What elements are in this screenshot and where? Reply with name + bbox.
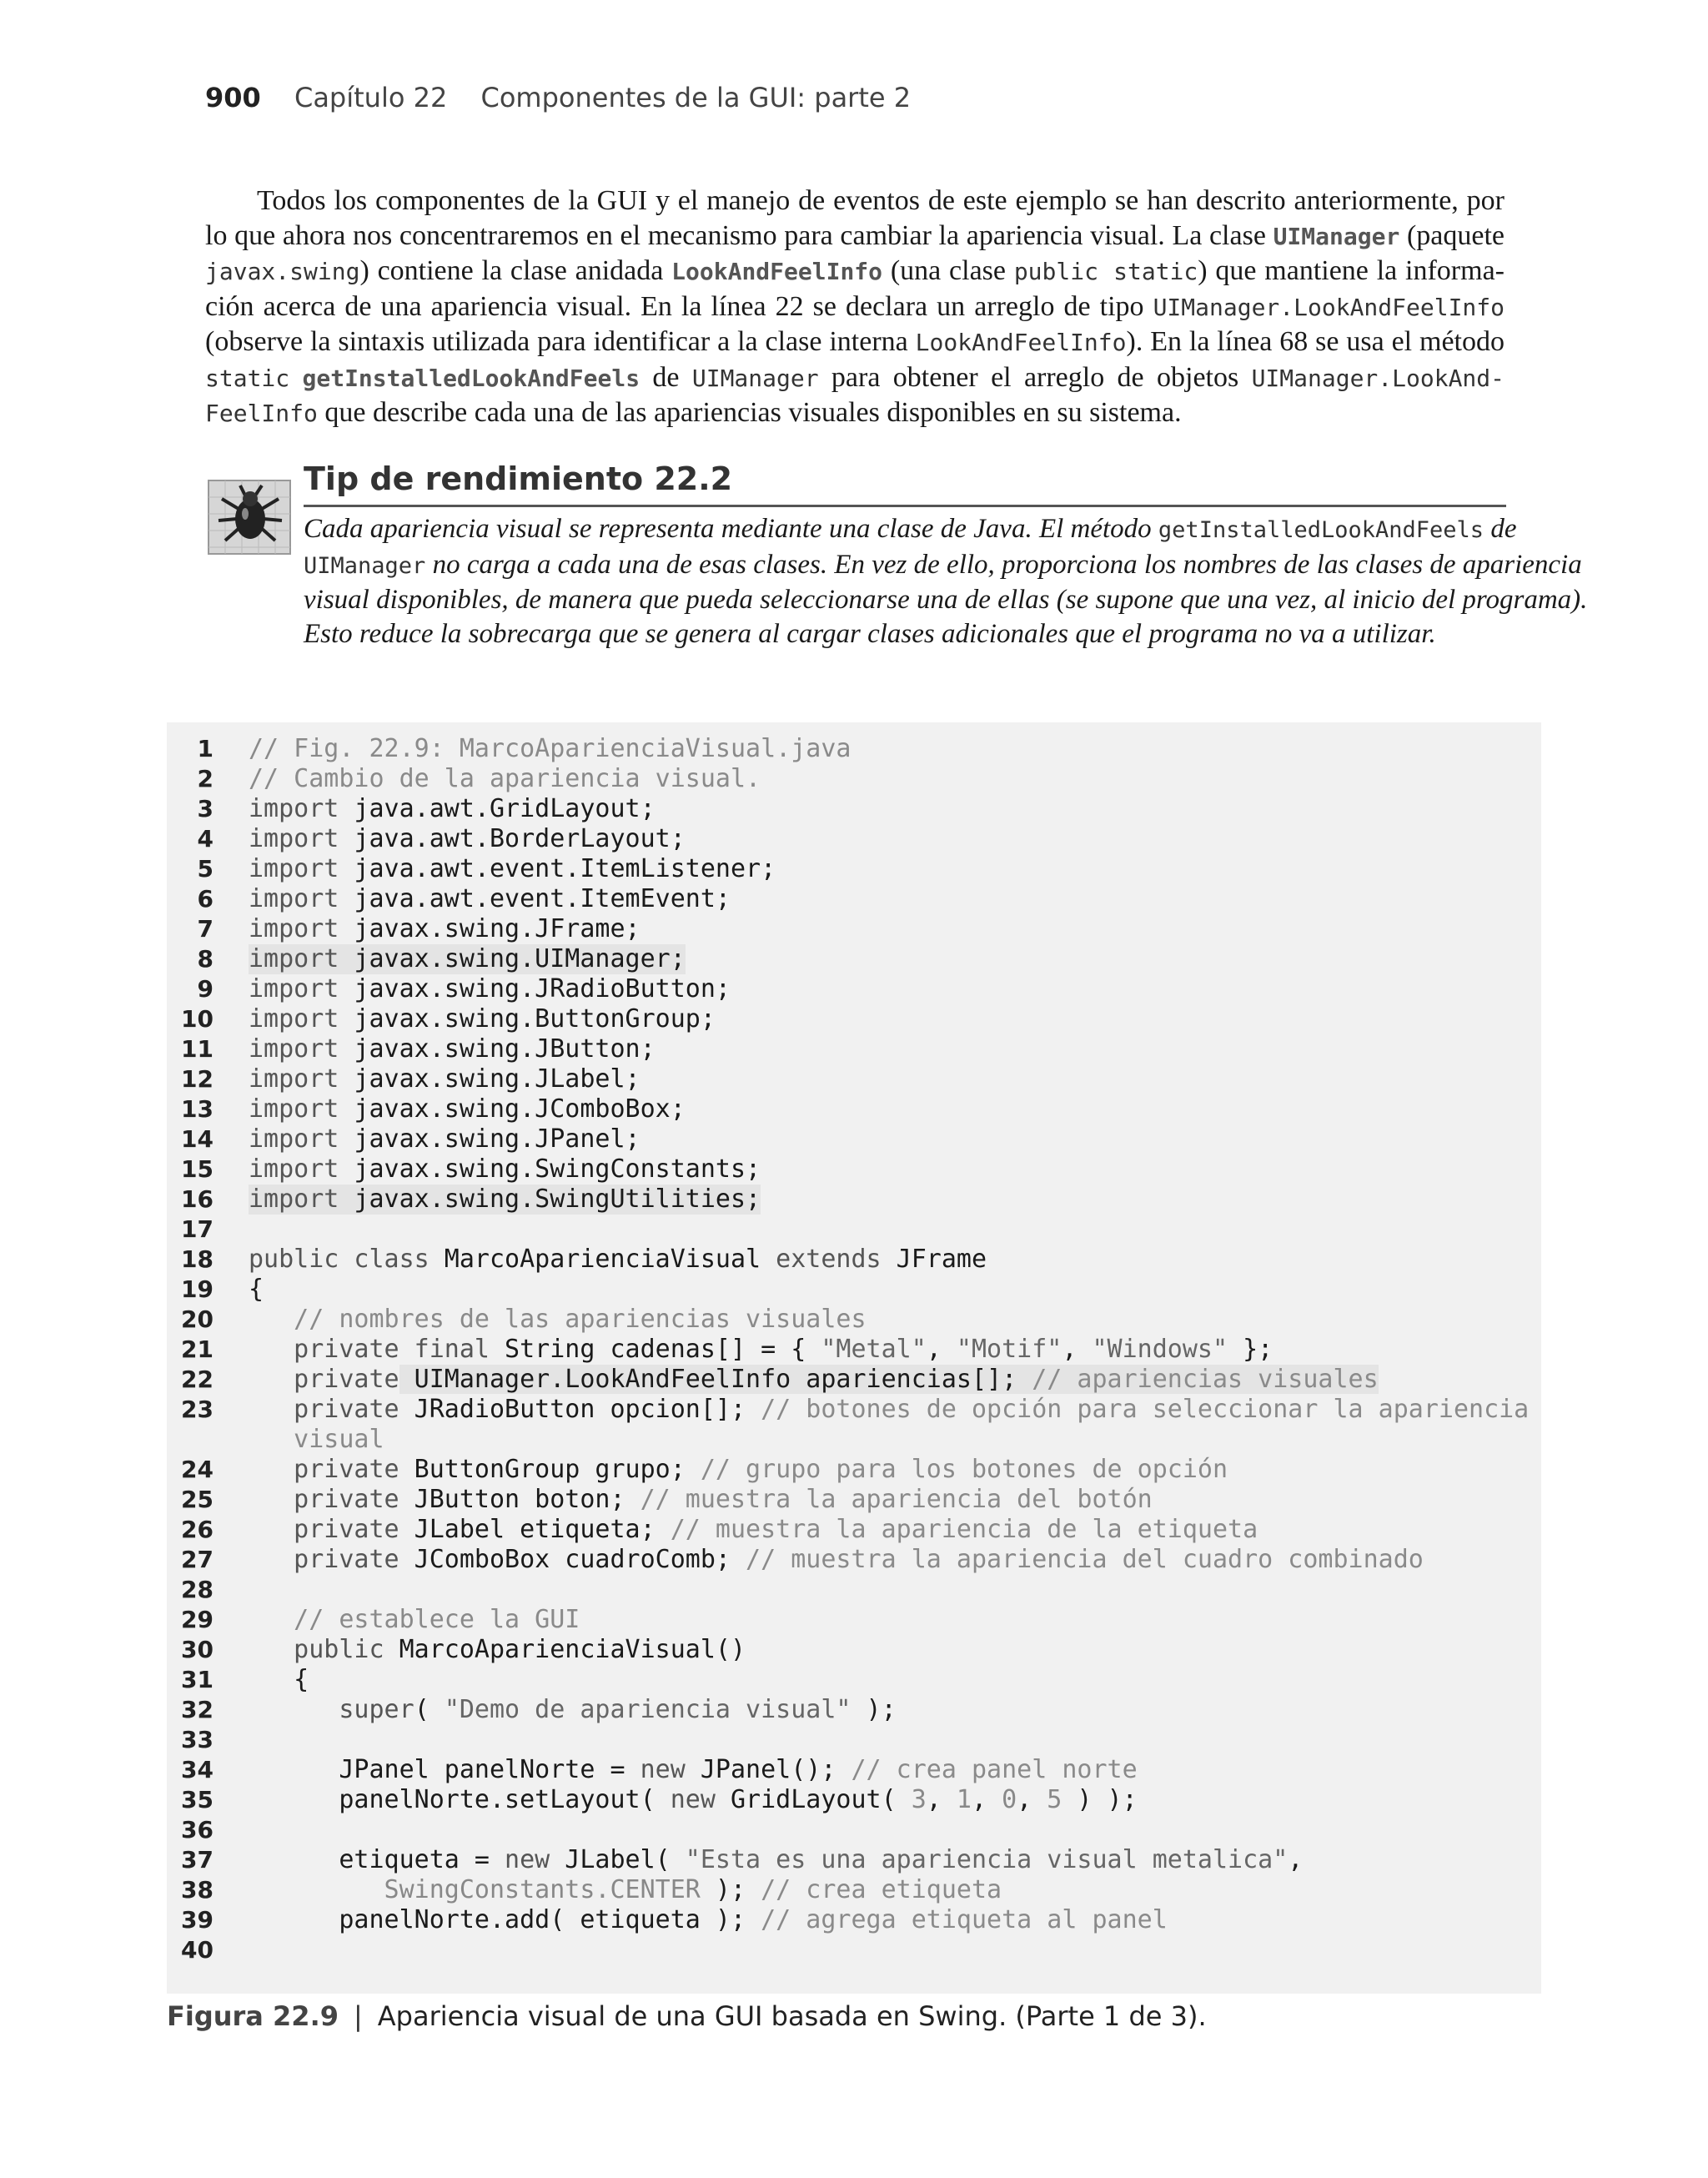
- code-line: 14 import javax.swing.JPanel;: [181, 1124, 640, 1154]
- code-line: 35 panelNorte.setLayout( new GridLayout( 3, 1, 0, 5 ) );: [181, 1785, 1138, 1814]
- performance-bug-icon: [207, 475, 294, 559]
- code-line: 20 // nombres de las apariencias visuales: [181, 1305, 867, 1334]
- code-line: 24 private ButtonGroup grupo; // grupo para los botones de opción: [181, 1455, 1228, 1484]
- code-line: 28: [181, 1576, 214, 1603]
- code-line: 33: [181, 1726, 214, 1753]
- page-number: 900: [205, 82, 261, 113]
- code-line: 29 // establece la GUI: [181, 1605, 580, 1634]
- tip-line: Esto reduce la sobrecarga que se genera al cargar clases adicionales que el programa no va a utilizar.: [304, 618, 1436, 649]
- code-line: 17: [181, 1215, 214, 1243]
- code-line: 5 import java.awt.event.ItemListener;: [197, 854, 776, 883]
- paragraph-line: static getInstalledLookAndFeels de UIManager para obtener el arreglo de objetos UIManager.LookAnd-: [205, 361, 1505, 393]
- code-line: 7 import javax.swing.JFrame;: [197, 914, 640, 943]
- tip-line: visual disponibles, de manera que pueda seleccionarse una de ellas (se supone que una vez, al inicio del programa).: [304, 585, 1588, 615]
- code-line: 2 // Cambio de la apariencia visual.: [197, 764, 761, 793]
- code-line: 36: [181, 1816, 214, 1844]
- paragraph-line: Todos los componentes de la GUI y el manejo de eventos de este ejemplo se han descrito anteriormente, por: [257, 185, 1505, 216]
- chapter-title: Componentes de la GUI: parte 2: [480, 82, 912, 113]
- tip-line: Cada apariencia visual se representa mediante una clase de Java. El método getInstalledLookAndFeels de: [304, 514, 1517, 544]
- code-line: 39 panelNorte.add( etiqueta ); // agrega etiqueta al panel: [181, 1905, 1168, 1934]
- code-line: 13 import javax.swing.JComboBox;: [181, 1094, 686, 1124]
- paragraph-line: javax.swing) contiene la clase anidada LookAndFeelInfo (una clase public static) que mantiene la informa-: [205, 255, 1505, 286]
- code-line: 19 {: [181, 1275, 264, 1304]
- code-line: 3 import java.awt.GridLayout;: [197, 794, 656, 823]
- code-line-highlighted: 22 private UIManager.LookAndFeelInfo apariencias[]; // apariencias visuales: [181, 1365, 1379, 1394]
- code-line: 10 import javax.swing.ButtonGroup;: [181, 1004, 716, 1034]
- paragraph-line: FeelInfo que describe cada una de las apariencias visuales disponibles en su sistema.: [205, 397, 1182, 428]
- code-listing: [167, 722, 1541, 1994]
- code-line: 27 private JComboBox cuadroComb; // muestra la apariencia del cuadro combinado: [181, 1545, 1424, 1574]
- code-line: 30 public MarcoAparienciaVisual(): [181, 1635, 746, 1664]
- code-line: 4 import java.awt.BorderLayout;: [197, 824, 686, 853]
- tip-divider: [304, 505, 1506, 507]
- caption-text: Apariencia visual de una GUI basada en Swing. (Parte 1 de 3).: [377, 2000, 1207, 2032]
- running-header: [205, 82, 911, 113]
- code-line: 23 private JRadioButton opcion[]; // botones de opción para seleccionar la apariencia: [181, 1395, 1530, 1424]
- paragraph-line: lo que ahora nos concentraremos en el mecanismo para cambiar la apariencia visual. La clase UIManager (paquete: [205, 219, 1505, 251]
- code-line: 11 import javax.swing.JButton;: [181, 1034, 656, 1064]
- paragraph-line: (observe la sintaxis utilizada para identificar a la clase interna LookAndFeelInfo). En la línea 68 se usa el método: [205, 326, 1505, 357]
- code-line: 26 private JLabel etiqueta; // muestra la apariencia de la etiqueta: [181, 1515, 1258, 1544]
- code-line: 1 // Fig. 22.9: MarcoAparienciaVisual.java: [197, 734, 851, 763]
- tip-line: UIManager no carga a cada una de esas clases. En vez de ello, proporciona los nombres de las clases de apariencia: [304, 549, 1582, 580]
- code-line: 32 super( "Demo de apariencia visual" );: [181, 1695, 897, 1724]
- figure-label: Figura 22.9: [167, 2000, 339, 2032]
- code-line: 34 JPanel panelNorte = new JPanel(); // crea panel norte: [181, 1755, 1138, 1784]
- code-line: 15 import javax.swing.SwingConstants;: [181, 1154, 761, 1184]
- tip-title: Tip de rendimiento 22.2: [304, 460, 733, 497]
- code-line: 12 import javax.swing.JLabel;: [181, 1064, 640, 1094]
- code-line: 38 SwingConstants.CENTER ); // crea etiqueta: [181, 1875, 1002, 1904]
- code-line: 9 import javax.swing.JRadioButton;: [197, 974, 731, 1003]
- tip-body: [304, 512, 1588, 651]
- code-line: 21 private final String cadenas[] = { "Metal", "Motif", "Windows" };: [181, 1335, 1273, 1364]
- code-line: 31 {: [181, 1665, 309, 1694]
- code-line: 18 public class MarcoAparienciaVisual extends JFrame: [181, 1245, 987, 1274]
- chapter-label: Capítulo 22: [294, 82, 448, 113]
- caption-separator: |: [353, 2000, 363, 2032]
- code-line: 6 import java.awt.event.ItemEvent;: [197, 884, 731, 913]
- code-line-highlighted: 16 import javax.swing.SwingUtilities;: [181, 1185, 761, 1214]
- code-line: 37 etiqueta = new JLabel( "Esta es una apariencia visual metalica",: [181, 1845, 1304, 1874]
- code-line: 25 private JButton boton; // muestra la apariencia del botón: [181, 1485, 1153, 1514]
- paragraph-line: ción acerca de una apariencia visual. En la línea 22 se declara un arreglo de tipo UIManager.LookAndFeelInfo: [205, 290, 1505, 322]
- body-paragraph: [205, 184, 1505, 431]
- code-line: visual: [249, 1425, 384, 1454]
- code-line: 40: [181, 1936, 214, 1964]
- figure-caption: [167, 2000, 1207, 2032]
- code-line-highlighted: 8 import javax.swing.UIManager;: [197, 944, 686, 973]
